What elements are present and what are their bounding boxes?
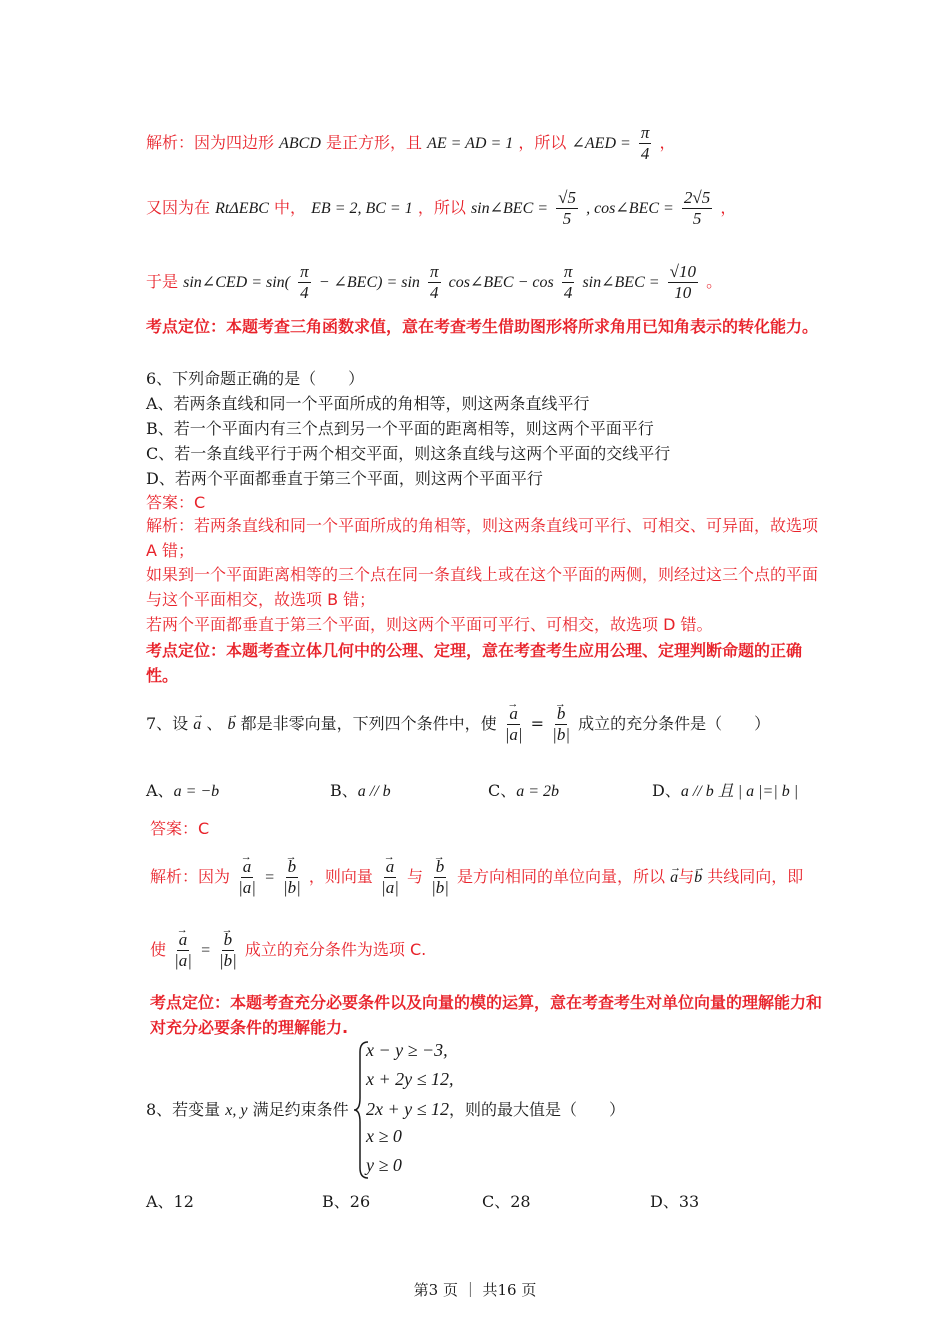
q7-kaodian: 考点定位：本题考查充分必要条件以及向量的模的运算，意在考查考生对单位向量的理解能力和对充分必要条件的理解能力. (150, 993, 823, 1037)
q8-option-c: C、28 (482, 1192, 531, 1211)
constraint-2: x + 2y ≤ 12, (366, 1069, 454, 1089)
constraint-5: y ≥ 0 (366, 1155, 402, 1175)
fraction-sin-bec: $\frac{√5}{5}$ (558, 188, 576, 228)
q7-answer: 答案：C (150, 819, 210, 838)
fraction-cos-bec: $\frac{2√5}{5}$ (683, 188, 711, 228)
q8-stem-prefix: 8、若变量 x, y 满足约束条件 (146, 1100, 349, 1119)
q7-jiexi-line2: 使 → $\frac{a}{|a|}$ = → $\frac{b}{|b|}$ 成立的充分条件为选项 C. (150, 928, 830, 973)
q6-option-c: C、若一条直线平行于两个相交平面，则这条直线与这两个平面的交线平行 (146, 444, 671, 463)
constraint-4: x ≥ 0 (366, 1126, 402, 1146)
q6-jiexi-1: 解析：若两条直线和同一个平面所成的角相等，则这两条直线可平行、可相交、可异面，故选项 A 错； (146, 516, 819, 560)
q7-option-b: B、a // b (330, 781, 391, 800)
fraction-a-unit: → $\frac{a}{|a|}$ (505, 704, 523, 745)
q7-option-c: C、a = 2b (488, 781, 560, 800)
fraction-b-unit: → $\frac{b}{|b|}$ (552, 704, 570, 745)
q8-option-d: D、33 (650, 1192, 700, 1211)
q5-kaodian: 考点定位：本题考查三角函数求值，意在考查考生借助图形将所求角用已知角表示的转化能力。 (146, 317, 819, 336)
q7-jiexi-line1: 解析：因为 → $\frac{a}{|a|}$ = → $\frac{b}{|b|}$ ，则向量 → $\frac{a}{|a|}$ 与 → $\frac{b}{|b|}$ 是方向相同的单位向量，所以 → a与→ b 共线同向，即 (150, 855, 830, 900)
q5-jiexi-line2: 又因为在 RtΔEBC 中， EB = 2, BC = 1 ，所以 sin∠BEC = $\frac{√5}{5}$ , cos∠BEC = $\frac{2√5}{5}$ ， (146, 188, 737, 228)
q6-jiexi-3: 若两个平面都垂直于第三个平面，则这两个平面可平行、可相交，故选项 D 错。 (146, 615, 713, 634)
q6-answer: 答案：C (146, 493, 206, 512)
constraint-3: 2x + y ≤ 12，则的最大值是（ ） (366, 1099, 626, 1119)
q6-kaodian: 考点定位：本题考查立体几何中的公理、定理，意在考查考生应用公理、定理判断命题的正确性。 (146, 641, 803, 685)
q6-stem: 6、下列命题正确的是（ ） (146, 369, 365, 388)
fraction-pi-over-4-d: $\frac{\pi}{4}$ (563, 262, 573, 302)
page-footer: 第3 页 ｜ 共16 页 (413, 1281, 537, 1299)
q7-stem: 7、设 → a 、 → b 都是非零向量，下列四个条件中，使 → $\frac{a}{|a|}$ = → $\frac{b}{|b|}$ 成立的充分条件是（ ） (146, 702, 826, 747)
q5-jiexi-line3: 于是 sin∠CED = sin( $\frac{\pi}{4}$ − ∠BEC) = sin $\frac{\pi}{4}$ cos∠BEC − cos $\frac{\pi}{4}$ sin∠BEC = $\frac{√10}{10}$ 。 (146, 262, 723, 302)
q6-option-b: B、若一个平面内有三个点到另一个平面的距离相等，则这两个平面平行 (146, 419, 654, 438)
constraint-1: x − y ≥ −3, (366, 1040, 448, 1060)
q7-option-d: D、a // b 且 | a |=| b | (652, 781, 799, 800)
q7-option-a: A、a = −b (146, 781, 220, 800)
q5-jiexi-line1: 解析：因为四边形 ABCD 是正方形，且 AE = AD = 1 ，所以 ∠AED = $\frac{\pi}{4}$ ， (146, 123, 676, 163)
q8-option-b: B、26 (322, 1192, 371, 1211)
fraction-result: $\frac{√10}{10}$ (669, 262, 696, 302)
fraction-pi-over-4-b: $\frac{\pi}{4}$ (300, 262, 309, 302)
q6-option-d: D、若两个平面都垂直于第三个平面，则这两个平面平行 (146, 469, 543, 488)
q6-option-a: A、若两条直线和同一个平面所成的角相等，则这两条直线平行 (146, 394, 590, 413)
q8-option-a: A、12 (146, 1192, 194, 1211)
fraction-pi-over-4-c: $\frac{\pi}{4}$ (430, 262, 439, 302)
q6-jiexi-2: 如果到一个平面距离相等的三个点在同一条直线上或在这个平面的两侧，则经过这三个点的平面与这个平面相交，故选项 B 错； (146, 565, 819, 609)
fraction-pi-over-4: $\frac{\pi}{4}$ (640, 123, 650, 163)
